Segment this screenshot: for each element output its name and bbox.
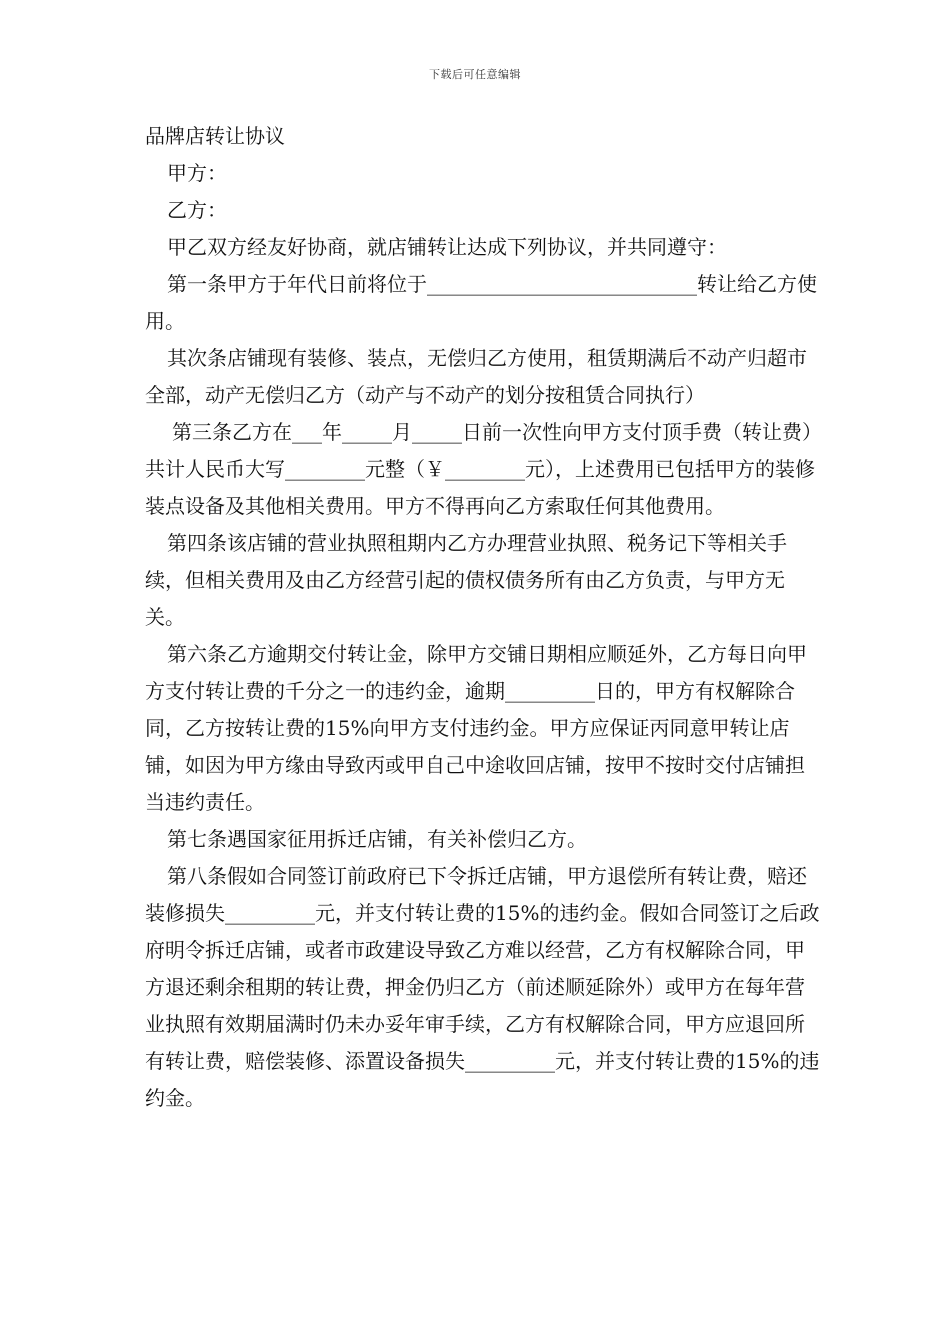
document-body (145, 118, 820, 1117)
article-3-paragraph: 第三条乙方在___年_____月_____日前一次性向甲方支付顶手费（转让费）共计人民币大写________元整（￥________元），上述费用已包括甲方的装修装点设备及其他相关费用。甲方不得再向乙方索取任何其他费用。 (145, 420, 815, 518)
article-6-paragraph: 第六条乙方逾期交付转让金，除甲方交铺日期相应顺延外，乙方每日向甲方支付转让费的千分之一的违约金，逾期_________日的，甲方有权解除合同，乙方按转让费的15%向甲方支付违约金。甲方应保证丙同意甲转让店铺，如因为甲方缘由导致丙或甲自己中途收回店铺，按甲不按时交付店铺担当违约责任。 (145, 642, 807, 814)
article-2-paragraph: 其次条店铺现有装修、装点，无偿归乙方使用，租赁期满后不动产归超市全部，动产无偿归乙方（动产与不动产的划分按租赁合同执行） (145, 346, 807, 407)
party-b-line: 乙方： (167, 198, 227, 222)
preamble-paragraph: 甲乙双方经友好协商，就店铺转让达成下列协议，并共同遵守： (167, 235, 727, 259)
document-title: 品牌店转让协议 (145, 124, 285, 148)
article-7-paragraph: 第七条遇国家征用拆迁店铺，有关补偿归乙方。 (167, 827, 587, 851)
article-4-paragraph: 第四条该店铺的营业执照租期内乙方办理营业执照、税务记下等相关手续，但相关费用及由乙方经营引起的债权债务所有由乙方负责，与甲方无关。 (145, 531, 787, 629)
page-header-note: 下载后可任意编辑 (429, 68, 521, 81)
article-1-paragraph: 第一条甲方于年代日前将位于___________________________转让给乙方使用。 (145, 272, 817, 333)
article-8-paragraph: 第八条假如合同签订前政府已下令拆迁店铺，甲方退偿所有转让费，赔还装修损失_________元，并支付转让费的15%的违约金。假如合同签订之后政府明令拆迁店铺，或者市政建设导致乙方难以经营，乙方有权解除合同，甲方退还剩余租期的转让费，押金仍归乙方（前述顺延除外）或甲方在每年营业执照有效期届满时仍未办妥年审手续，乙方有权解除合同，甲方应退回所有转让费，赔偿装修、添置设备损失_________元，并支付转让费的15%的违约金。 (145, 864, 820, 1110)
party-a-line: 甲方： (167, 161, 227, 185)
